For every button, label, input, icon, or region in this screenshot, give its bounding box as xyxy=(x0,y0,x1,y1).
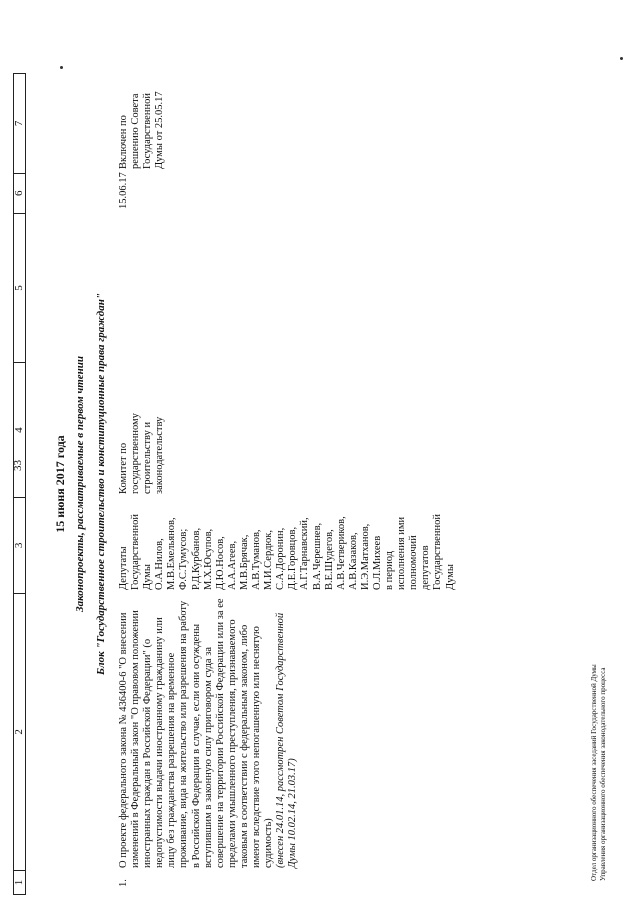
row-number: 1. xyxy=(118,879,129,887)
bill-cell xyxy=(118,593,457,871)
column-number: 6 xyxy=(14,173,25,213)
block-heading: Блок "Государственное строительство и конституционные права граждан" xyxy=(95,293,107,675)
scan-speck xyxy=(620,57,623,60)
responsible-committee: Комитет по государственному строительству и законодательству xyxy=(118,413,166,494)
column-number: 7 xyxy=(13,120,25,127)
column-number: 4 xyxy=(14,362,25,497)
bill-title: О проекте федерального закона № 436400-6 "О внесении изменений в Федеральный закон "О правовом положении иностранных граждан в Российской Федерации" (о недопустимости выдачи иностранному гражданину или лицу без гражданства разрешения на временное проживание, вида на жительство или разрешения на работу в Российской Федерации в случае, если они осуждены вступившим в законную силу приговором суда за совершение на территории Российской Федерации или за ее пределами умышленного преступления, признаваемого таковым в соответствии с федеральным законом, либо имеют вследствие этого непогашенную или неснятую судимость) xyxy=(118,598,275,868)
deadline-cell xyxy=(118,212,457,362)
column-number-row xyxy=(13,73,26,895)
bill-note: (внесен 24.01.14, рассмотрен Советом Государственной Думы 10.02.14, 21.03.17) xyxy=(275,612,299,868)
bill-authors: Депутаты Государственной Думы О.А.Нилов, М.В.Емельянов, Ф.С.Тумусов; Р.Д.Курбанов, М.Х.Юсупов, Д.Ю.Носов, А.А.Агеев, М.В.Брячак, А.В.Туманов, М.И.Сердюк, С.А.Доронин, Д.Е.Горовцов, А.Г.Тарнавский, В.А.Черешнев, В.Е.Шудегов, А.В.Четвериков, А.В.Казаков, И.Э.Матханов, О.Л.Михеев в период исполнения ими полномочий депутатов Государственной Думы xyxy=(118,514,456,590)
date-heading: 15 июня 2017 года xyxy=(53,435,67,533)
footer-line: Отдел организационного обеспечения заседаний Государственной Думы xyxy=(590,664,598,881)
status-note: Включен по решению Совета Государственной Думы от 25.05.17 xyxy=(118,91,166,169)
section-heading: Законопроекты, рассматриваемые в первом чтении xyxy=(74,356,86,612)
column-number: 1 xyxy=(14,870,25,894)
table-row xyxy=(118,73,457,895)
footer-line: Управления организационного обеспечения законодательного процесса xyxy=(599,667,607,881)
scan-speck xyxy=(60,66,63,69)
footer xyxy=(590,664,608,881)
column-number: 5 xyxy=(14,213,25,363)
column-number: 2 xyxy=(14,593,25,870)
page-number: 33 xyxy=(12,460,24,471)
column-number: 3 xyxy=(14,497,25,593)
review-date: 15.06.17 xyxy=(118,172,129,209)
